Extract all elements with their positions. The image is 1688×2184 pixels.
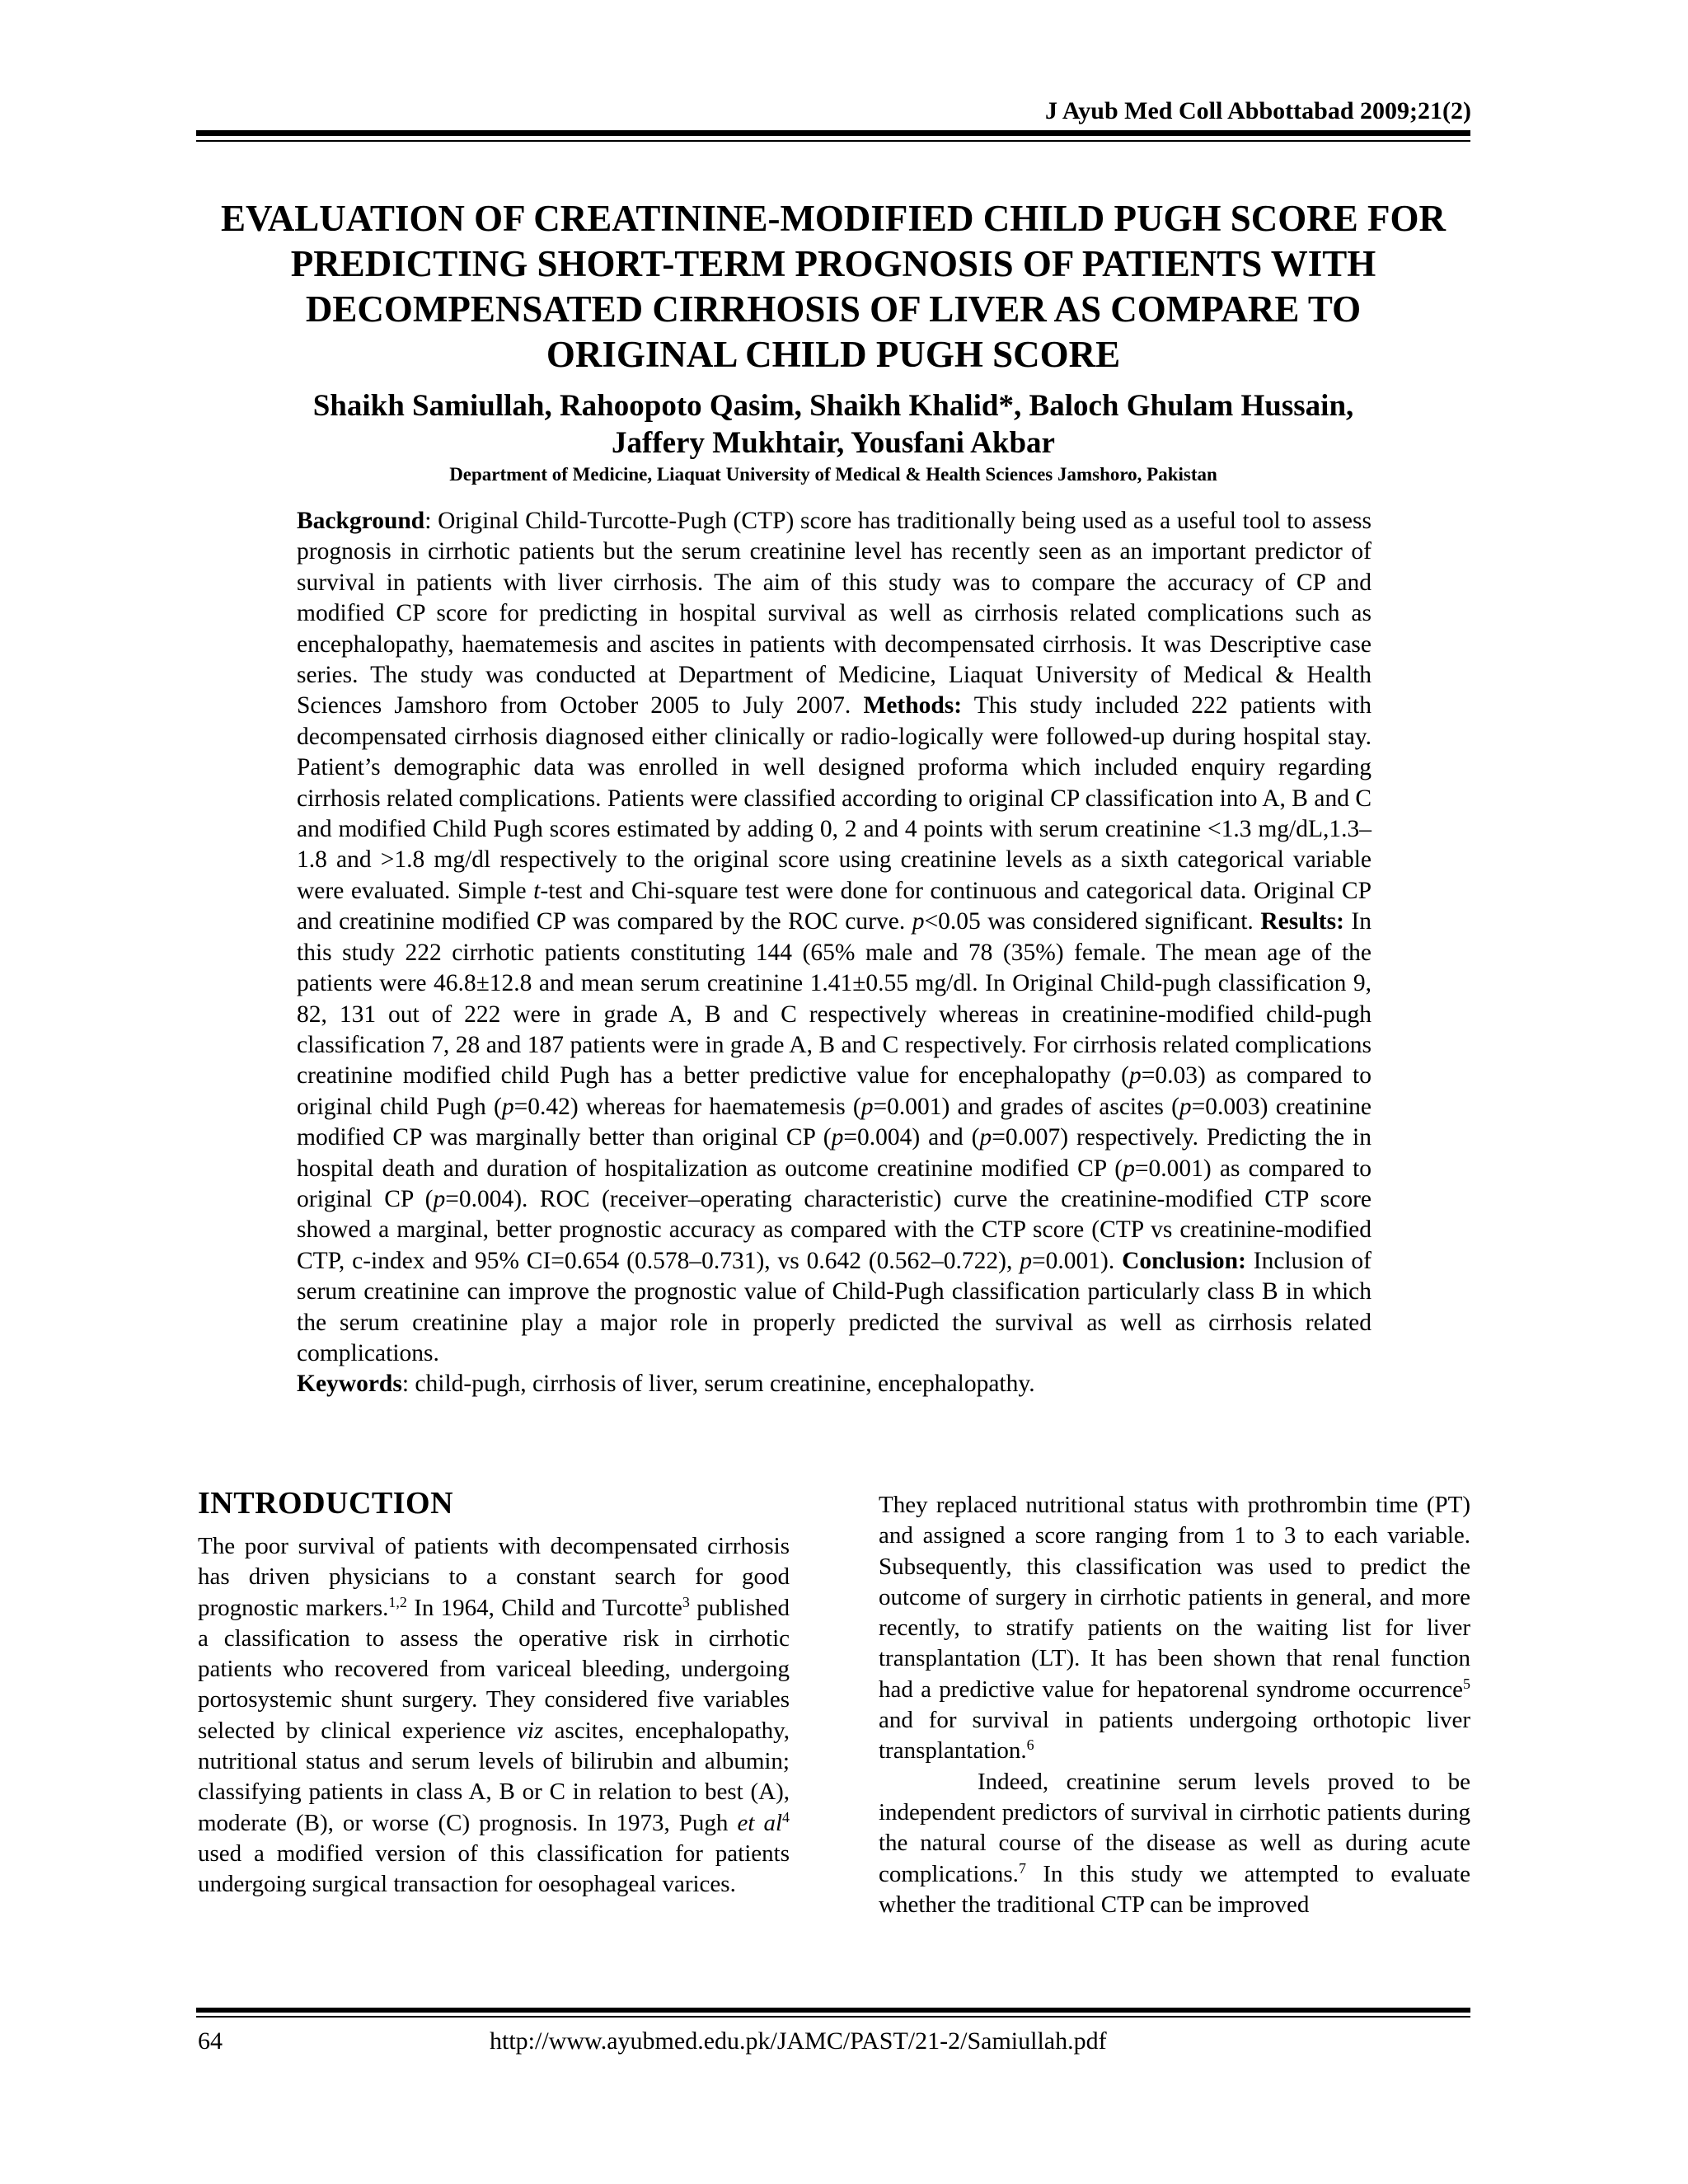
intro-text: ascites, encephalopathy, nutritional status and serum levels of bilirubin and albumin; classifying patients in class A, B or C in relation to best (A), moderate (B), or worse (C) prognosis. In 1973, Pugh — [198, 1717, 790, 1836]
results-text: =0.007) respectively. Predicting the in hospital death and duration of hospitalization as outcome creatinine modified CP ( — [297, 1124, 1372, 1182]
intro-text: Indeed, creatinine serum levels proved to be independent predictors of survival in cirrhotic patients during the natural course of the disease as well as during acute complications. — [879, 1768, 1470, 1887]
citation-ref: 6 — [1026, 1736, 1034, 1754]
methods-text: -test and Chi-square test were done for continuous and categorical data. Original CP and creatinine modified CP was compared by the ROC curve. — [297, 877, 1372, 935]
italic-t: t — [533, 877, 541, 904]
italic-p: p — [1129, 1062, 1142, 1090]
intro-text: They replaced nutritional status with prothrombin time (PT) and assigned a score ranging from 1 to 3 to each variable. Subsequently, this classification was used to predict the outcome of surgery in cirrhotic patients in general, and more recently, to stratify patients on the waiting list for liver transplantation (LT). It has been shown that renal function had a predictive value for hepatorenal syndrome occurrence — [879, 1492, 1470, 1703]
italic-p: p — [979, 1124, 992, 1151]
results-text: =0.001). — [1032, 1247, 1123, 1274]
intro-text: published a classification to assess the operative risk in cirrhotic patients who recovered from variceal bleeding, undergoing portosystemic shunt surgery. They considered five variables selected by clinical experience — [198, 1594, 790, 1744]
intro-text: In this study we attempted to evaluate whether the traditional CTP can be improved — [879, 1860, 1470, 1918]
abstract — [297, 506, 1372, 1400]
author-line: Shaikh Samiullah, Rahoopoto Qasim, Shaikh Khalid*, Baloch Ghulam Hussain, — [312, 389, 1354, 423]
footer-rule-thick — [196, 2008, 1470, 2013]
citation-ref: 5 — [1463, 1675, 1470, 1692]
citation-ref: 3 — [682, 1593, 690, 1610]
italic-p: p — [433, 1185, 446, 1212]
keywords — [297, 1369, 1372, 1399]
results-label: Results: — [1260, 908, 1344, 935]
methods-text: This study included 222 patients with decompensated cirrhosis diagnosed either clinically or radio-logically were followed-up during hospital stay. Patient’s demographic data was enrolled in well designed proforma which included enquiry regarding cirrhosis related complications. Patients were classified according to original CP classification into A, B and C and modified Child Pugh scores estimated by adding 0, 2 and 4 points with serum creatinine <1.3 mg/dL,1.3–1.8 and >1.8 mg/dl respectively to the original score using creatinine levels as a sixth categorical variable were evaluated. Simple — [297, 692, 1372, 904]
title-line: PREDICTING SHORT-TERM PROGNOSIS OF PATIENTS WITH — [290, 243, 1376, 284]
conclusion-text: Inclusion of serum creatinine can improve the prognostic value of Child-Pugh classification particularly class B in which the serum creatinine play a major role in properly predicted the survival as well as cirrhosis related complications. — [297, 1247, 1372, 1366]
background-label: Background — [297, 508, 425, 534]
author-list — [165, 387, 1502, 462]
results-text: =0.004). ROC (receiver–operating characteristic) curve the creatinine-modified CTP score showed a marginal, better prognostic accuracy as compared with the CTP score (CTP vs creatinine-modified CTP, c-index and 95% CI=0.654 (0.578–0.731), vs 0.642 (0.562–0.722), — [297, 1185, 1372, 1274]
methods-text: <0.05 was considered significant. — [924, 908, 1261, 935]
intro-text: and for survival in patients undergoing orthotopic liver transplantation. — [879, 1707, 1470, 1765]
column-right — [879, 1490, 1470, 1920]
page-number: 64 — [198, 2027, 223, 2055]
journal-citation: J Ayub Med Coll Abbottabad 2009;21(2) — [1044, 97, 1471, 124]
italic-et-al: et al — [737, 1809, 783, 1836]
intro-paragraph — [198, 1531, 790, 1900]
intro-text: The poor survival of patients with decompensated cirrhosis has driven physicians to a constant search for good prognostic markers. — [198, 1533, 790, 1621]
conclusion-label: Conclusion: — [1122, 1247, 1246, 1274]
results-text: =0.42) whereas for haematemesis ( — [513, 1093, 861, 1120]
title-line: ORIGINAL CHILD PUGH SCORE — [546, 334, 1121, 375]
citation-ref: 4 — [782, 1808, 790, 1825]
keywords-label: Keywords — [297, 1371, 402, 1398]
italic-p: p — [1179, 1093, 1192, 1120]
footer-url: http://www.ayubmed.edu.pk/JAMC/PAST/21-2/Samiullah.pdf — [490, 2027, 1107, 2055]
title-line: DECOMPENSATED CIRRHOSIS OF LIVER AS COMPARE TO — [305, 288, 1362, 330]
italic-p: p — [912, 908, 925, 935]
affiliation: Department of Medicine, Liaquat University of Medical & Health Sciences Jamshoro, Pakistan — [449, 464, 1217, 485]
header-rule-thick — [196, 130, 1470, 136]
column-left — [198, 1483, 790, 1900]
results-text: =0.001) and grades of ascites ( — [873, 1093, 1179, 1120]
intro-paragraph-cont — [879, 1490, 1470, 1767]
header-rule-thin — [196, 140, 1470, 142]
italic-viz: viz — [517, 1717, 544, 1744]
background-text: : Original Child-Turcotte-Pugh (CTP) score has traditionally being used as a useful tool to assess prognosis in cirrhotic patients but the serum creatinine level has recently seen as an important predictor of survival in patients with liver cirrhosis. The aim of this study was to compare the accuracy of CP and modified CP score for predicting in hospital survival as well as cirrhosis related complications such as encephalopathy, haematemesis and ascites in patients with decompensated cirrhosis. It was Descriptive case series. The study was conducted at Department of Medicine, Liaquat University of Medical & Health Sciences Jamshoro from October 2005 to July 2007. — [297, 508, 1372, 719]
footer-rule-thin — [196, 2016, 1470, 2018]
results-text: =0.003) creatinine modified CP was marginally better than original CP ( — [297, 1093, 1372, 1151]
title-line: EVALUATION OF CREATININE-MODIFIED CHILD PUGH SCORE FOR — [221, 198, 1446, 239]
results-text: In this study 222 cirrhotic patients constituting 144 (65% male and 78 (35%) female. The mean age of the patients were 46.8±12.8 and mean serum creatinine 1.41±0.55 mg/dl. In Original Child-pugh classification 9, 82, 131 out of 222 were in grade A, B and C respectively whereas in creatinine-modified child-pugh classification 7, 28 and 187 patients were in grade A, B and C respectively. For cirrhosis related complications creatinine modified child Pugh has a better predictive value for encephalopathy ( — [297, 908, 1372, 1090]
article-title — [165, 196, 1502, 377]
keywords-text: : child-pugh, cirrhosis of liver, serum creatinine, encephalopathy. — [401, 1371, 1035, 1398]
italic-p: p — [1020, 1247, 1032, 1274]
citation-ref: 7 — [1018, 1859, 1026, 1877]
italic-p: p — [860, 1093, 874, 1120]
italic-p: p — [501, 1093, 514, 1120]
italic-p: p — [831, 1124, 844, 1151]
methods-label: Methods: — [863, 692, 963, 719]
author-line: Jaffery Mukhtair, Yousfani Akbar — [612, 426, 1055, 460]
intro-paragraph-2 — [879, 1767, 1470, 1920]
results-text: =0.03) as compared to original child Pugh ( — [297, 1062, 1372, 1120]
results-text: =0.001) as compared to original CP ( — [297, 1155, 1372, 1212]
results-text: =0.004) and ( — [843, 1124, 980, 1151]
section-heading-introduction: INTRODUCTION — [198, 1486, 454, 1521]
intro-text: In 1964, Child and Turcotte — [406, 1594, 682, 1621]
abstract-body — [297, 506, 1372, 1369]
citation-ref: 1,2 — [388, 1593, 407, 1610]
intro-text: used a modified version of this classification for patients undergoing surgical transaction for oesophageal varices. — [198, 1840, 790, 1898]
italic-p: p — [1123, 1155, 1135, 1182]
